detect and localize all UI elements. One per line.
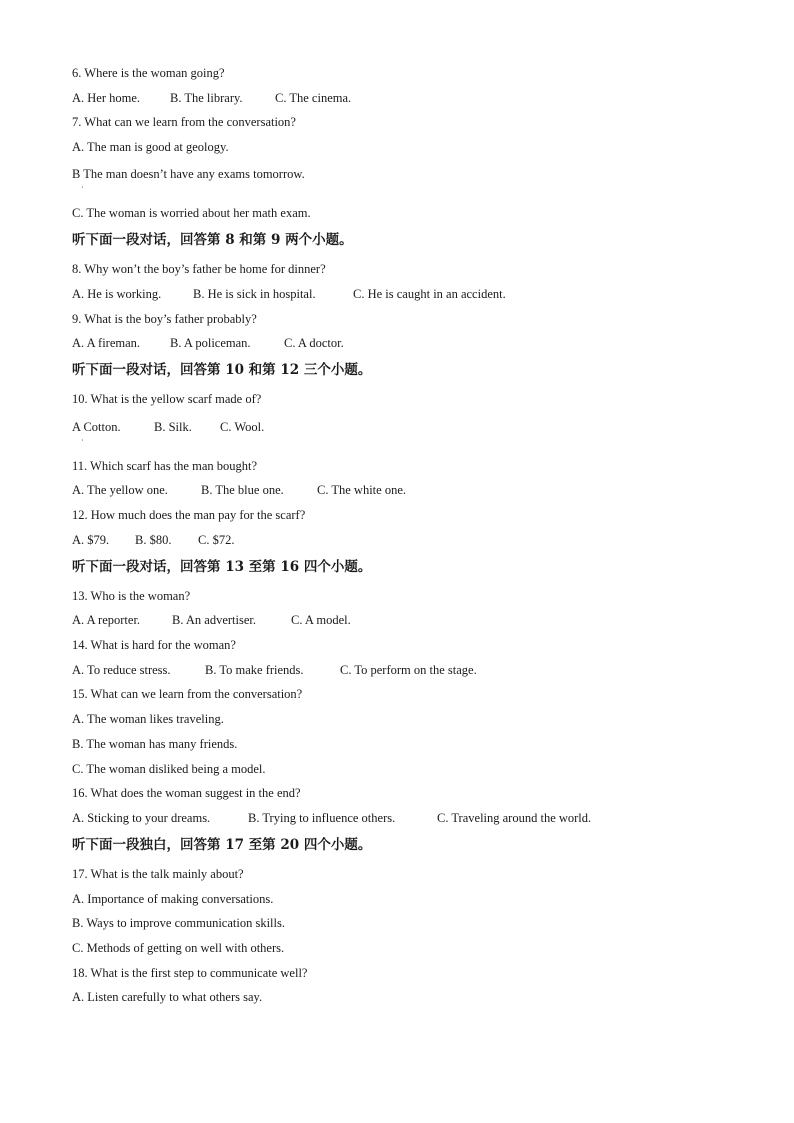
options-13 — [72, 612, 351, 628]
question-18: 18. What is the first step to communicate well? — [72, 966, 308, 980]
question-7: 7. What can we learn from the conversation? — [72, 115, 296, 129]
options-12 — [72, 532, 234, 548]
question-11: 11. Which scarf has the man bought? — [72, 459, 258, 473]
options-8 — [72, 286, 506, 302]
option-7c: C. The woman is worried about her math exam. — [72, 206, 311, 220]
option-b: B. An advertiser. — [172, 613, 257, 627]
question-13: 13. Who is the woman? — [72, 589, 191, 603]
question-9: 9. What is the boy’s father probably? — [72, 312, 257, 326]
option-b: B. The blue one. — [201, 483, 284, 497]
question-17: 17. What is the talk mainly about? — [72, 867, 244, 881]
option-b: B. The library. — [170, 91, 243, 105]
option-b: B. A policeman. — [170, 336, 251, 350]
option-c: C. A doctor. — [284, 336, 344, 350]
section-heading-10-12: 听下面一段对话，回答第 10 和第 12 三个小题。 — [72, 362, 372, 378]
options-16 — [72, 810, 591, 826]
option-a: A Cotton. — [72, 420, 121, 434]
option-b: B. Trying to influence others. — [248, 811, 396, 825]
section-heading-8-9: 听下面一段对话，回答第 8 和第 9 两个小题。 — [72, 232, 353, 248]
option-c: C. $72. — [198, 533, 235, 547]
option-a: A. $79. — [72, 533, 110, 547]
question-14: 14. What is hard for the woman? — [72, 638, 236, 652]
option-a: A. A fireman. — [72, 336, 141, 350]
option-7b: B The man doesn’t have any exams tomorrow. — [72, 167, 305, 181]
options-11 — [72, 482, 406, 498]
option-15a: A. The woman likes traveling. — [72, 712, 224, 726]
section-heading-17-20: 听下面一段独白，回答第 17 至第 20 四个小题。 — [72, 837, 372, 853]
option-a: A. Sticking to your dreams. — [72, 811, 211, 825]
option-a: A. To reduce stress. — [72, 663, 171, 677]
question-10: 10. What is the yellow scarf made of? — [72, 392, 262, 406]
option-b: B. To make friends. — [205, 663, 304, 677]
option-15c: C. The woman disliked being a model. — [72, 762, 266, 776]
options-10 — [72, 419, 264, 435]
option-7a: A. The man is good at geology. — [72, 140, 229, 154]
option-17b: B. Ways to improve communication skills. — [72, 916, 285, 930]
question-15: 15. What can we learn from the conversation? — [72, 687, 303, 701]
question-6: 6. Where is the woman going? — [72, 66, 225, 80]
option-a: A. He is working. — [72, 287, 162, 301]
option-15b: B. The woman has many friends. — [72, 737, 238, 751]
options-6 — [72, 90, 351, 106]
option-c: C. To perform on the stage. — [340, 663, 477, 677]
option-c: C. Traveling around the world. — [437, 811, 592, 825]
option-b: B. Silk. — [154, 420, 192, 434]
option-c: C. The cinema. — [275, 91, 352, 105]
option-c: C. A model. — [291, 613, 351, 627]
option-b: B. He is sick in hospital. — [193, 287, 316, 301]
option-c: C. He is caught in an accident. — [353, 287, 506, 301]
option-a: A. Her home. — [72, 91, 141, 105]
option-c: C. Wool. — [220, 420, 265, 434]
dot-mark: · — [81, 183, 84, 192]
option-b: B. $80. — [135, 533, 172, 547]
question-12: 12. How much does the man pay for the scarf? — [72, 508, 306, 522]
options-9 — [72, 335, 344, 351]
question-8: 8. Why won’t the boy’s father be home for dinner? — [72, 262, 326, 276]
option-a: A. The yellow one. — [72, 483, 168, 497]
option-a: A. A reporter. — [72, 613, 141, 627]
option-c: C. The white one. — [317, 483, 406, 497]
dot-mark: · — [81, 436, 84, 445]
question-16: 16. What does the woman suggest in the end? — [72, 786, 301, 800]
section-heading-13-16: 听下面一段对话，回答第 13 至第 16 四个小题。 — [72, 559, 372, 575]
options-14 — [72, 662, 477, 678]
option-17c: C. Methods of getting on well with others. — [72, 941, 285, 955]
option-18a: A. Listen carefully to what others say. — [72, 990, 263, 1004]
option-17a: A. Importance of making conversations. — [72, 892, 274, 906]
